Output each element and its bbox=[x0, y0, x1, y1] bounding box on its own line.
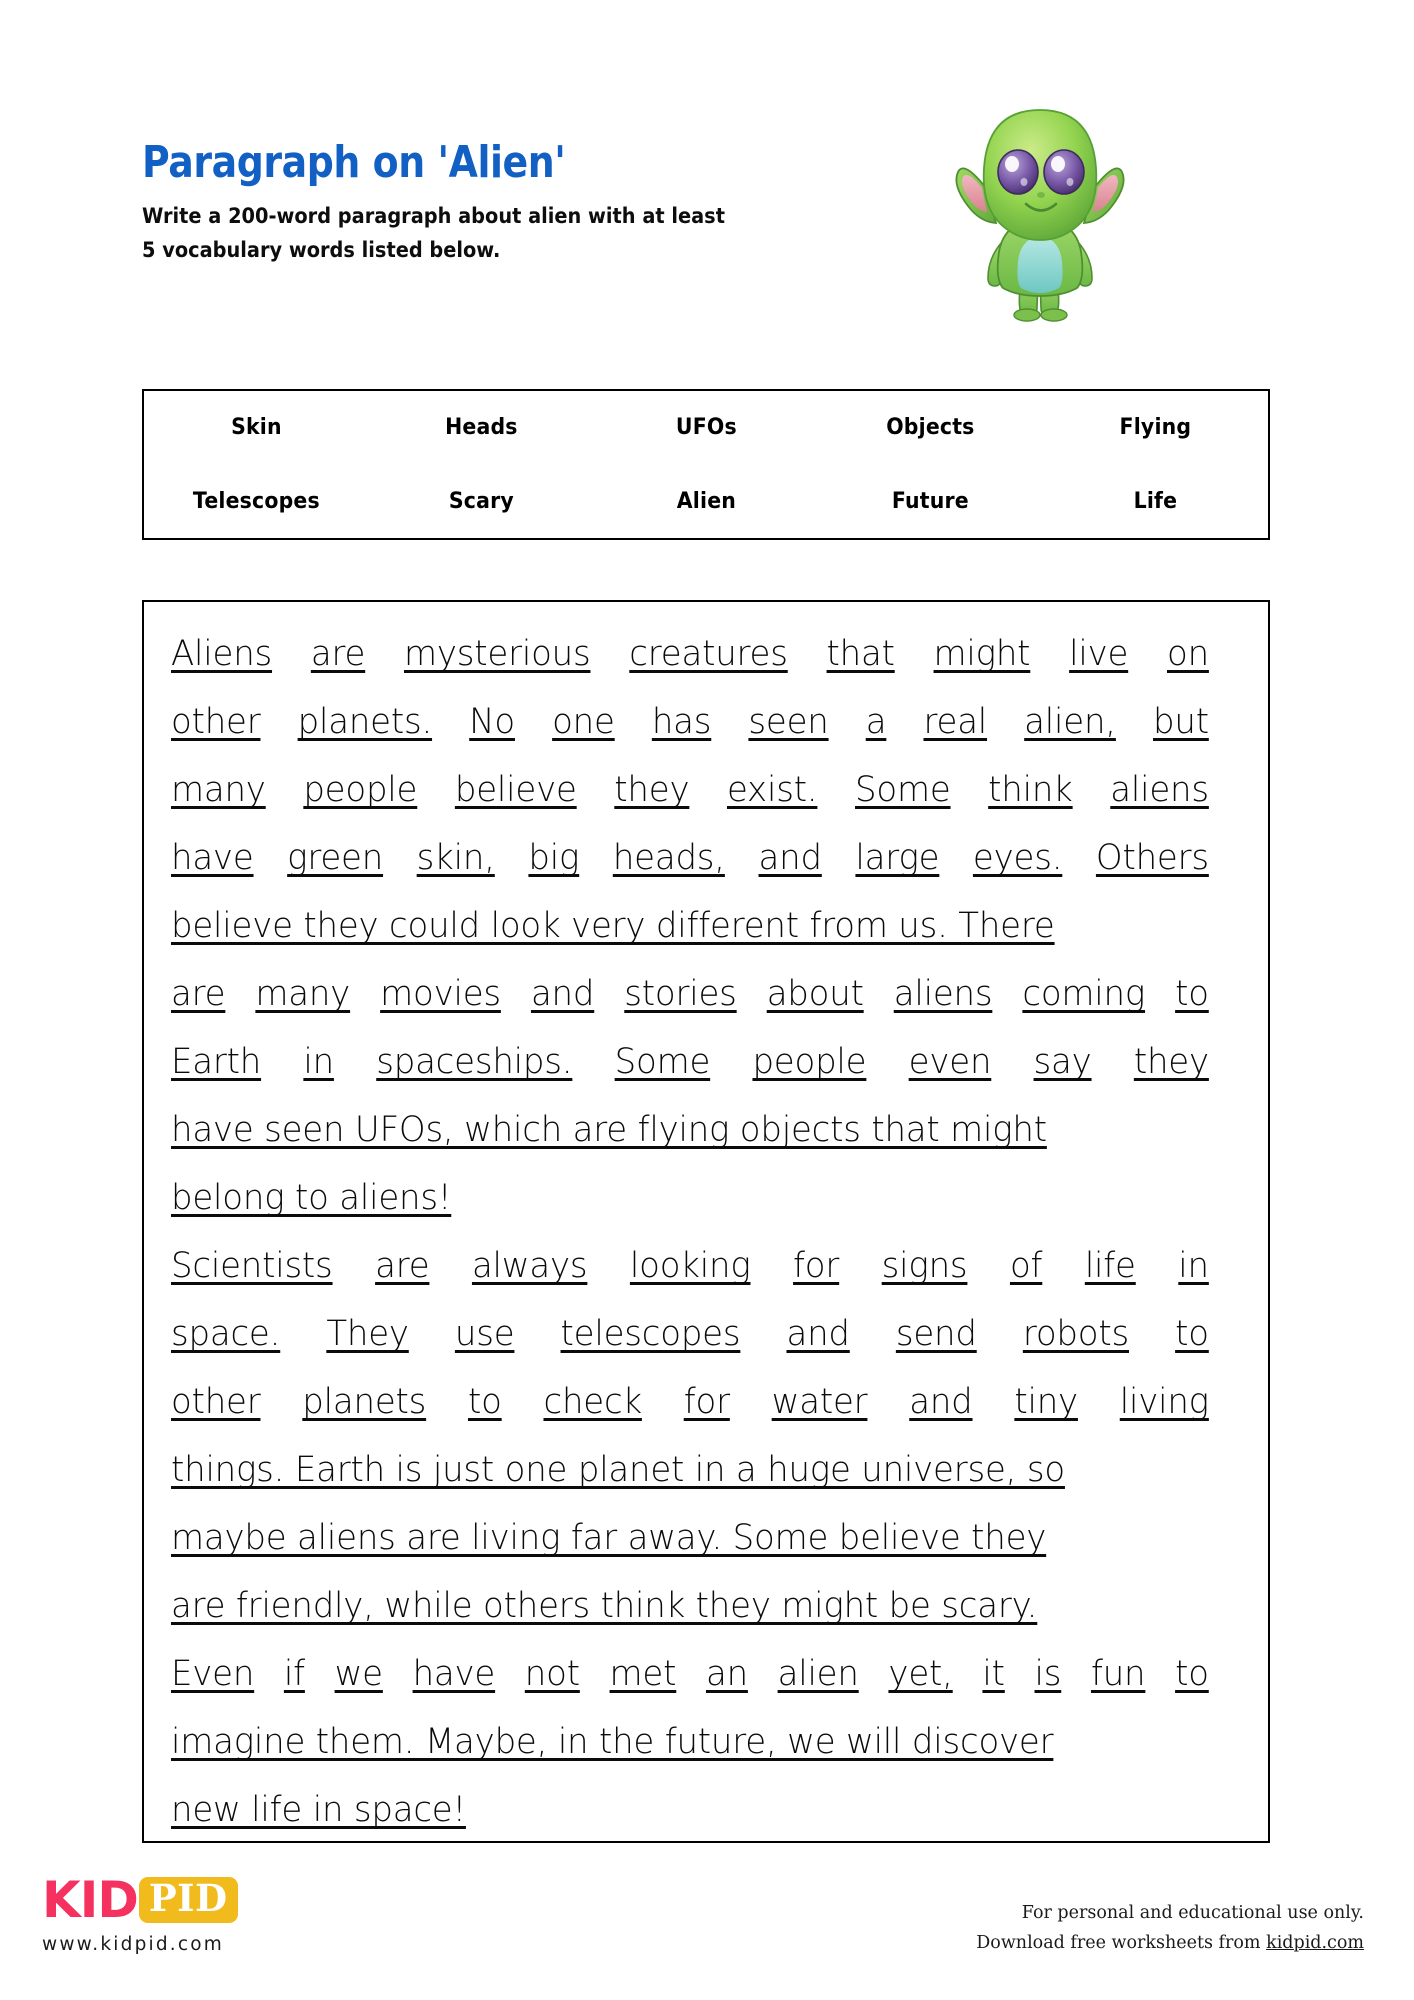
kidpid-link[interactable]: kidpid.com bbox=[1266, 1933, 1364, 1954]
handwritten-line: many people believe they exist. Some think aliens bbox=[171, 770, 1209, 810]
handwritten-line: other planets to check for water and tiny living bbox=[171, 1382, 1209, 1422]
logo-kid-text: KID bbox=[42, 1871, 138, 1929]
handwritten-line: are many movies and stories about aliens coming to bbox=[171, 974, 1209, 1014]
vocabulary-word: UFOs bbox=[675, 415, 737, 441]
handwritten-line: have seen UFOs, which are flying objects that might bbox=[171, 1110, 1047, 1150]
handwritten-line: other planets. No one has seen a real alien, but bbox=[171, 702, 1209, 742]
handwritten-line: Scientists are always looking for signs of life in bbox=[171, 1246, 1209, 1286]
handwritten-line: new life in space! bbox=[171, 1790, 466, 1830]
handwritten-line: maybe aliens are living far away. Some believe they bbox=[171, 1518, 1047, 1558]
logo-pid-badge: PID bbox=[139, 1877, 238, 1923]
vocabulary-word: Flying bbox=[1119, 415, 1192, 441]
instructions-line-1: Write a 200-word paragraph about alien with at least bbox=[142, 204, 725, 230]
vocabulary-word-box bbox=[142, 389, 1270, 540]
vocabulary-word: Future bbox=[892, 488, 970, 514]
vocabulary-word: Heads bbox=[444, 415, 518, 441]
handwritten-line: Aliens are mysterious creatures that might live on bbox=[171, 634, 1209, 674]
vocabulary-row bbox=[144, 391, 1268, 465]
vocabulary-word: Telescopes bbox=[192, 488, 320, 514]
kidpid-logo bbox=[42, 1873, 372, 1955]
paragraph-answer-box[interactable] bbox=[142, 600, 1270, 1843]
handwritten-line: space. They use telescopes and send robots to bbox=[171, 1314, 1209, 1354]
footer-download-prefix: Download free worksheets from bbox=[976, 1933, 1267, 1954]
footer-note bbox=[976, 1898, 1364, 1958]
instructions-line-2: 5 vocabulary words listed below. bbox=[142, 238, 501, 264]
vocabulary-word: Skin bbox=[231, 415, 282, 441]
logo-mark bbox=[42, 1873, 372, 1927]
handwritten-line: have green skin, big heads, and large eyes. Others bbox=[171, 838, 1209, 878]
vocabulary-row bbox=[144, 465, 1268, 539]
handwritten-line: are friendly, while others think they might be scary. bbox=[171, 1586, 1038, 1626]
worksheet-header bbox=[142, 137, 902, 268]
handwritten-line: imagine them. Maybe, in the future, we will discover bbox=[171, 1722, 1054, 1762]
footer-usage-text: For personal and educational use only. bbox=[1021, 1903, 1364, 1923]
vocabulary-word: Objects bbox=[886, 415, 975, 441]
handwritten-line: things. Earth is just one planet in a huge universe, so bbox=[171, 1450, 1065, 1490]
handwritten-line: belong to aliens! bbox=[171, 1178, 452, 1218]
alien-character-illustration bbox=[930, 92, 1160, 322]
logo-website-url: www.kidpid.com bbox=[42, 1934, 224, 1955]
handwritten-line: Earth in spaceships. Some people even say they bbox=[171, 1042, 1209, 1082]
page-title: Paragraph on 'Alien' bbox=[142, 137, 566, 188]
vocabulary-word: Life bbox=[1133, 488, 1178, 514]
vocabulary-word: Alien bbox=[676, 488, 736, 514]
footer-download-text bbox=[976, 1928, 1364, 1958]
handwritten-line: believe they could look very different from us. There bbox=[171, 906, 1055, 946]
vocabulary-word: Scary bbox=[448, 488, 514, 514]
handwritten-line: Even if we have not met an alien yet, it is fun to bbox=[171, 1654, 1209, 1694]
